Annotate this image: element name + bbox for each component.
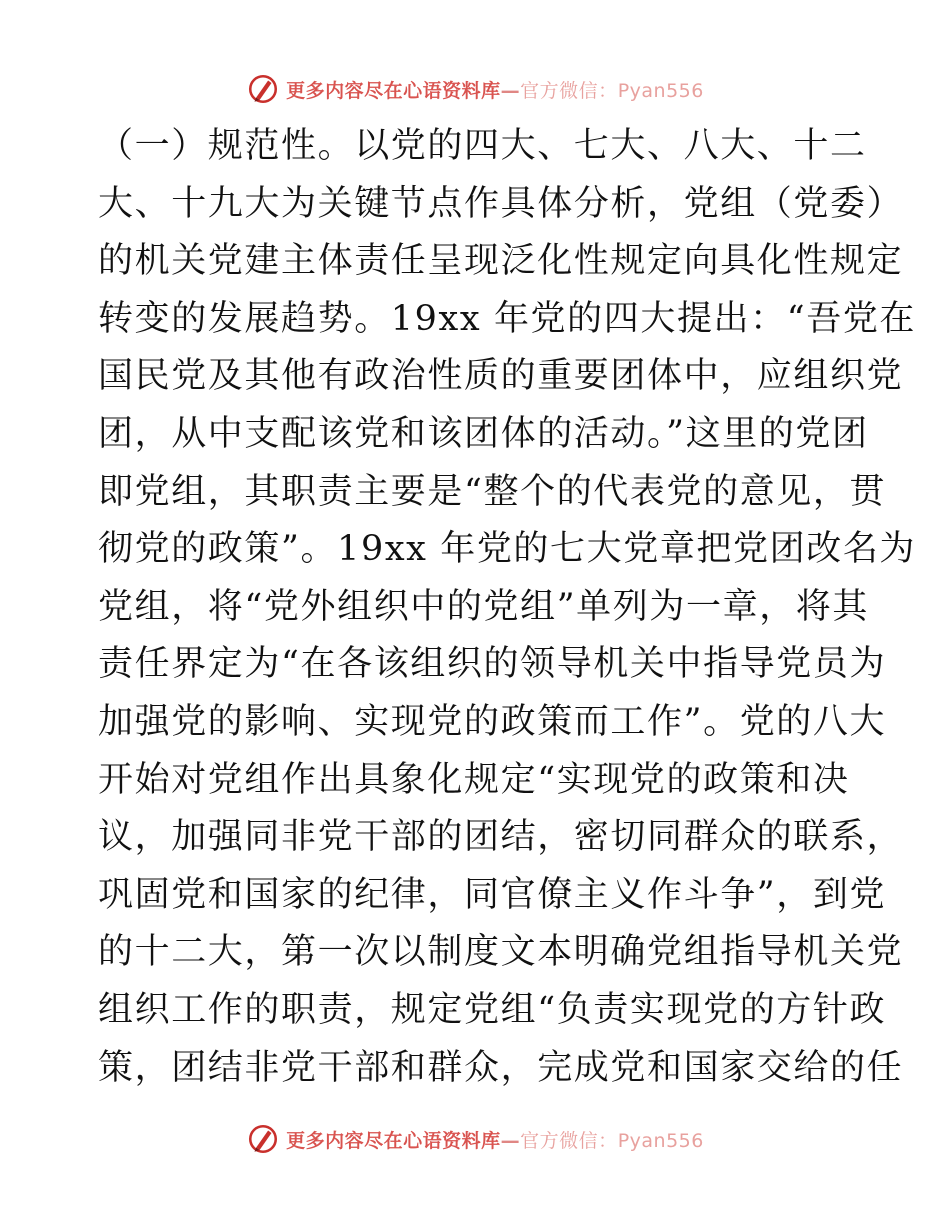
header-watermark [0, 72, 950, 106]
document-paragraph [98, 118, 917, 1097]
text-line: 组织工作的职责，规定党组“负责实现党的方针政 [98, 989, 887, 1030]
pen-circle-logo-icon [246, 72, 280, 106]
text-line: 大、十九大为关键节点作具体分析，党组（党委） [98, 183, 904, 224]
watermark-link-text[interactable]: 更多内容尽在心语资料库 [286, 1129, 501, 1152]
watermark-text [286, 76, 704, 103]
text-line: 彻党的政策”。19xx 年党的七大党章把党团改名为 [98, 529, 917, 570]
footer-watermark [0, 1122, 950, 1156]
text-line: 转变的发展趋势。19xx 年党的四大提出：“吾党在 [98, 298, 917, 339]
watermark-label: 官方微信： [520, 79, 618, 102]
watermark-dash: — [500, 79, 521, 102]
text-line: 策，团结非党干部和群众，完成党和国家交给的任 [98, 1047, 904, 1088]
text-line: 的机关党建主体责任呈现泛化性规定向具化性规定 [98, 241, 904, 282]
text-line: 即党组，其职责主要是“整个的代表党的意见，贯 [98, 471, 887, 512]
text-line: 议，加强同非党干部的团结，密切同群众的联系， [98, 817, 904, 858]
text-line: 国民党及其他有政治性质的重要团体中，应组织党 [98, 356, 904, 397]
watermark-text [286, 1126, 704, 1153]
pen-circle-logo-icon [246, 1122, 280, 1156]
text-line: 责任界定为“在各该组织的领导机关中指导党员为 [98, 644, 887, 685]
watermark-label: 官方微信： [520, 1129, 618, 1152]
watermark-dash: — [500, 1129, 521, 1152]
text-line: 开始对党组作出具象化规定“实现党的政策和决 [98, 759, 850, 800]
watermark-account: Pyan556 [617, 79, 704, 102]
text-line: 巩固党和国家的纪律，同官僚主义作斗争”，到党 [98, 874, 887, 915]
text-line: 党组，将“党外组织中的党组”单列为一章，将其 [98, 586, 869, 627]
text-line: 团，从中支配该党和该团体的活动。”这里的党团 [98, 413, 869, 454]
watermark-link-text[interactable]: 更多内容尽在心语资料库 [286, 79, 501, 102]
text-line: （一）规范性。以党的四大、七大、八大、十二 [98, 126, 867, 166]
watermark-account: Pyan556 [617, 1129, 704, 1152]
text-line: 的十二大，第一次以制度文本明确党组指导机关党 [98, 932, 904, 973]
text-line: 加强党的影响、实现党的政策而工作”。党的八大 [98, 701, 887, 742]
